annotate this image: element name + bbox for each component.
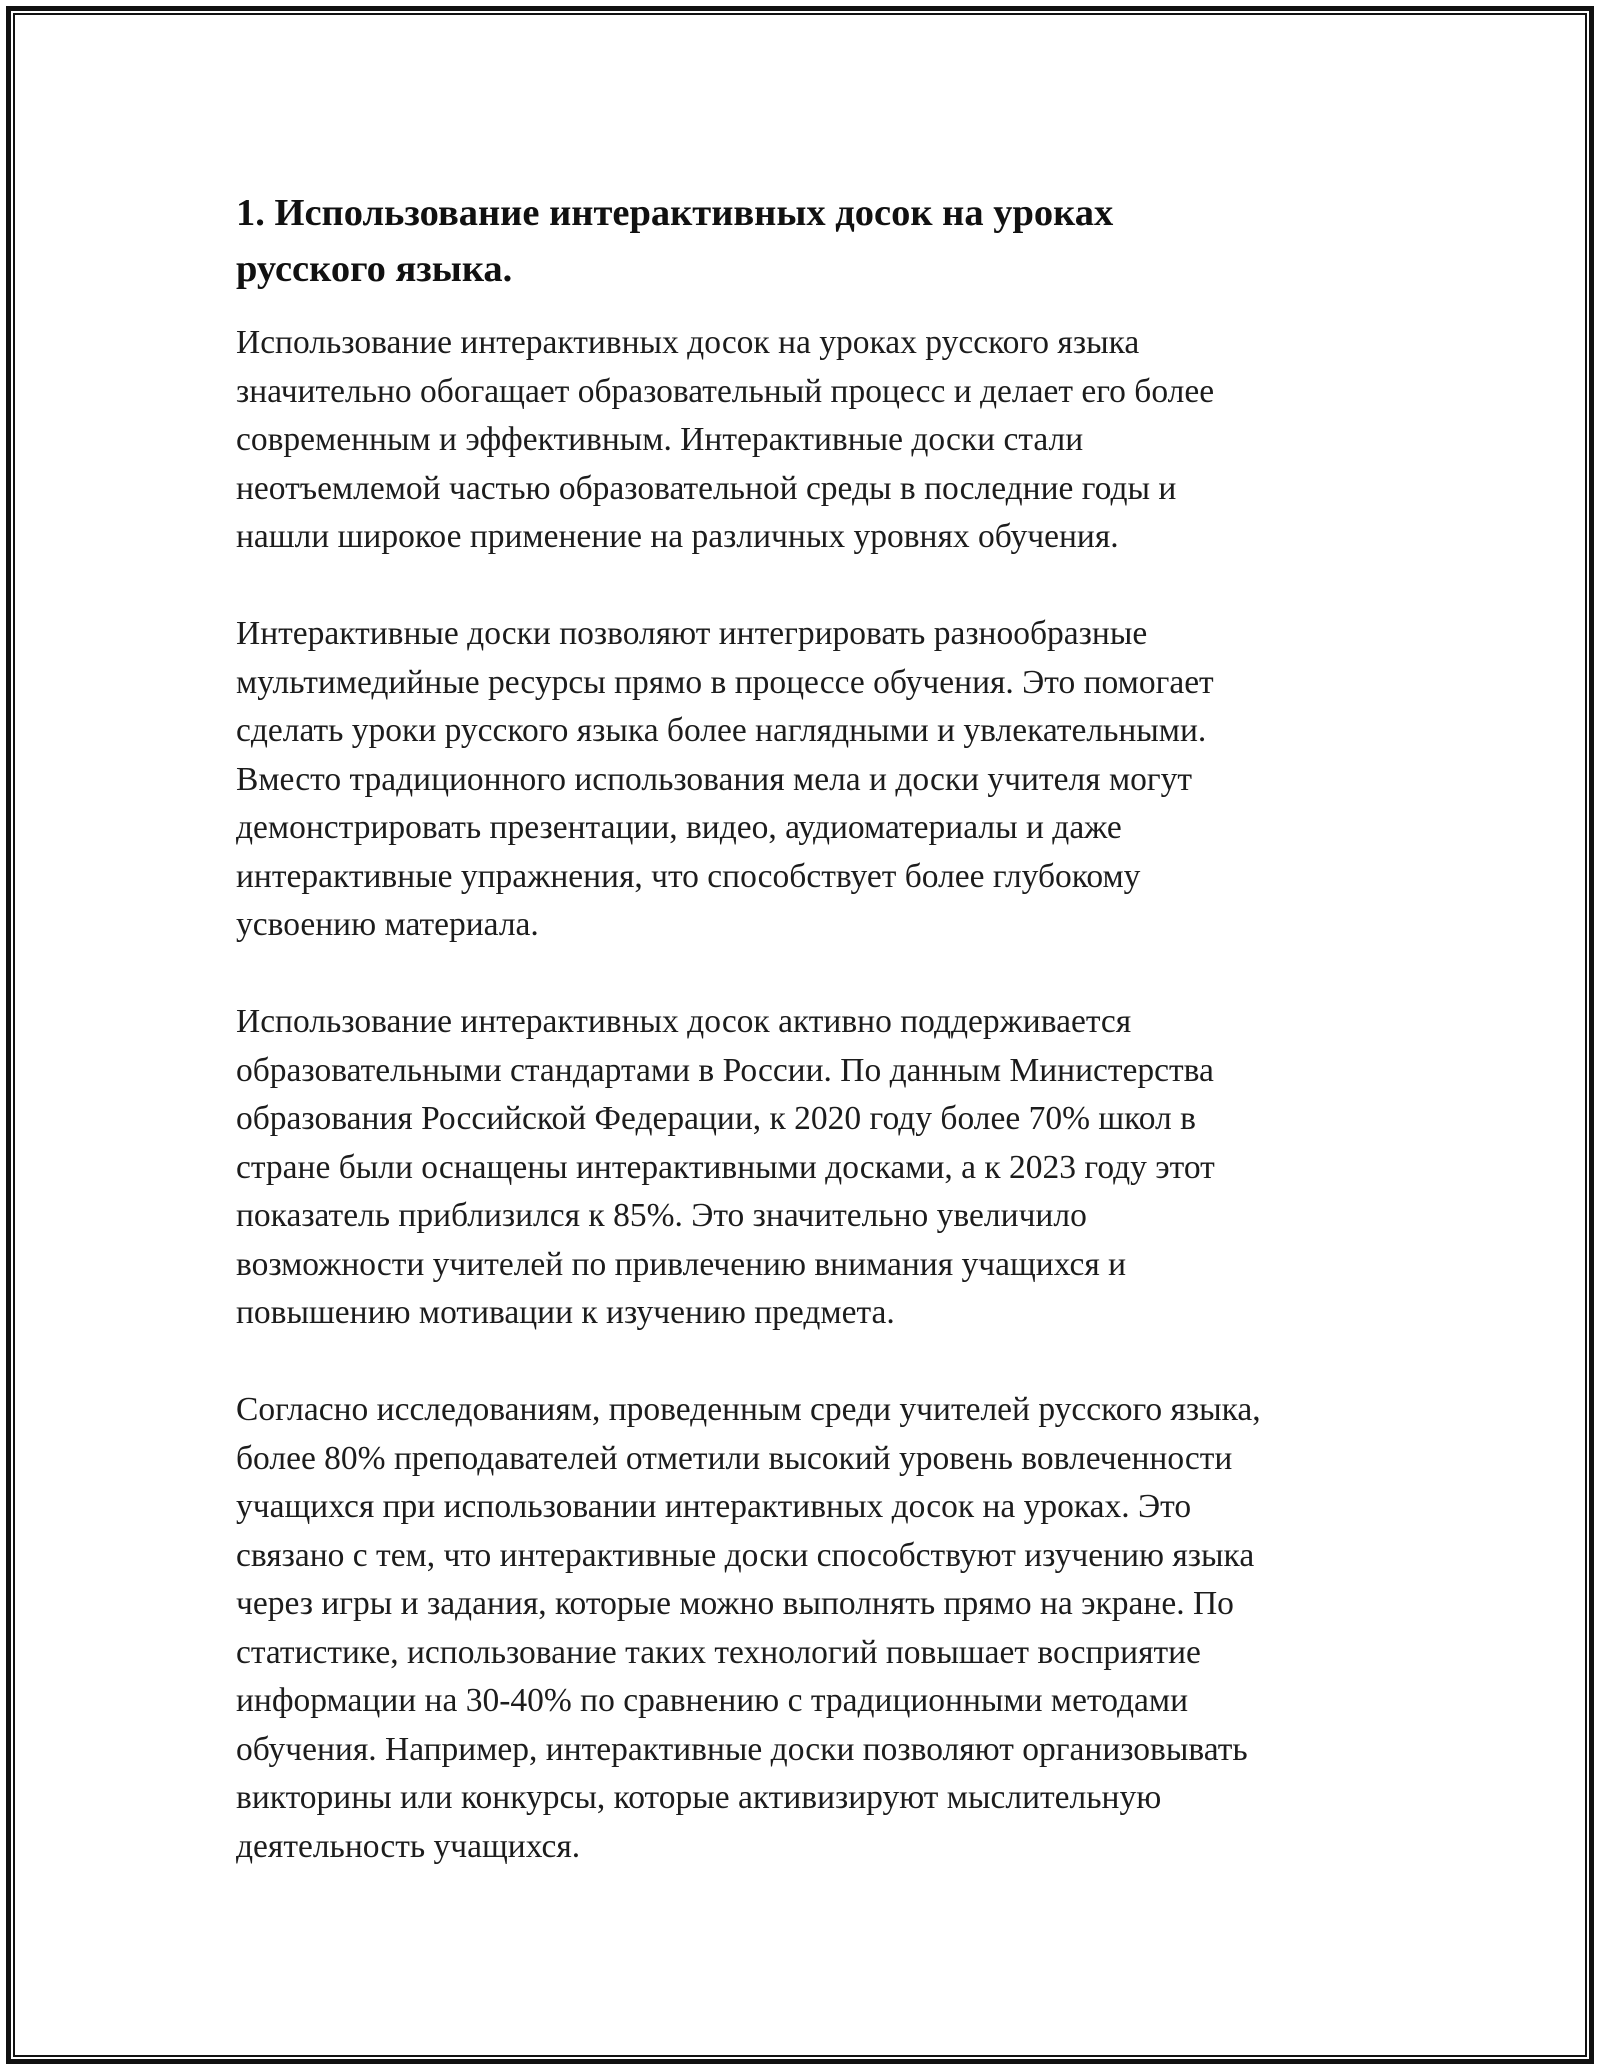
text-line: Интерактивные доски позволяют интегрировать разнообразные bbox=[236, 615, 1148, 652]
text-line: Вместо традиционного использования мела и доски учителя могут bbox=[236, 760, 1193, 798]
text-line: обучения. Например, интерактивные доски позволяют организовывать bbox=[236, 1730, 1248, 1768]
text-line: повышению мотивации к изучению предмета. bbox=[236, 1294, 895, 1331]
paragraph-multimedia bbox=[236, 610, 1376, 950]
text-line: образовательными стандартами в России. По данным Министерства bbox=[236, 1051, 1214, 1089]
text-line: более 80% преподавателей отметили высокий уровень вовлеченности bbox=[236, 1439, 1233, 1477]
text-line: Использование интерактивных досок активно поддерживается bbox=[236, 1003, 1132, 1040]
text-line: через игры и задания, которые можно выполнять прямо на экране. По bbox=[236, 1585, 1234, 1622]
text-line: неотъемлемой частью образовательной среды в последние годы и bbox=[236, 469, 1177, 507]
text-line: образования Российской Федерации, к 2020 году более 70% школ в bbox=[236, 1100, 1196, 1137]
text-line: стране были оснащены интерактивными досками, а к 2023 году этот bbox=[236, 1148, 1215, 1186]
text-line: демонстрировать презентации, видео, аудиоматериалы и даже bbox=[236, 809, 1122, 846]
text-line: статистике, использование таких технологий повышает восприятие bbox=[236, 1633, 1201, 1671]
text-line: возможности учителей по привлечению внимания учащихся и bbox=[236, 1245, 1127, 1283]
text-line: интерактивные упражнения, что способствует более глубокому bbox=[236, 857, 1141, 895]
heading-line: русского языка. bbox=[236, 248, 513, 290]
heading-line: 1. Использование интерактивных досок на уроках bbox=[236, 192, 1114, 234]
text-line: связано с тем, что интерактивные доски способствуют изучению языка bbox=[236, 1536, 1255, 1574]
paragraph-intro bbox=[236, 319, 1376, 562]
text-line: Использование интерактивных досок на уроках русского языка bbox=[236, 324, 1140, 361]
section-heading bbox=[236, 185, 1376, 297]
text-line: современным и эффективным. Интерактивные доски стали bbox=[236, 421, 1084, 458]
text-line: нашли широкое применение на различных уровнях обучения. bbox=[236, 518, 1119, 555]
text-line: усвоению материала. bbox=[236, 906, 539, 943]
text-line: мультимедийные ресурсы прямо в процессе обучения. Это помогает bbox=[236, 663, 1214, 701]
text-line: значительно обогащает образовательный процесс и делает его более bbox=[236, 372, 1215, 410]
text-line: показатель приблизился к 85%. Это значительно увеличило bbox=[236, 1197, 1087, 1234]
paragraph-standards bbox=[236, 998, 1376, 1338]
text-line: Согласно исследованиям, проведенным среди учителей русского языка, bbox=[236, 1391, 1261, 1428]
text-line: викторины или конкурсы, которые активизируют мыслительную bbox=[236, 1779, 1162, 1816]
paragraph-research bbox=[236, 1386, 1376, 1871]
text-line: сделать уроки русского языка более наглядными и увлекательными. bbox=[236, 712, 1207, 749]
text-line: учащихся при использовании интерактивных досок на уроках. Это bbox=[236, 1488, 1192, 1525]
document-body bbox=[236, 185, 1376, 1871]
text-line: деятельность учащихся. bbox=[236, 1827, 581, 1865]
text-line: информации на 30-40% по сравнению с традиционными методами bbox=[236, 1682, 1189, 1719]
